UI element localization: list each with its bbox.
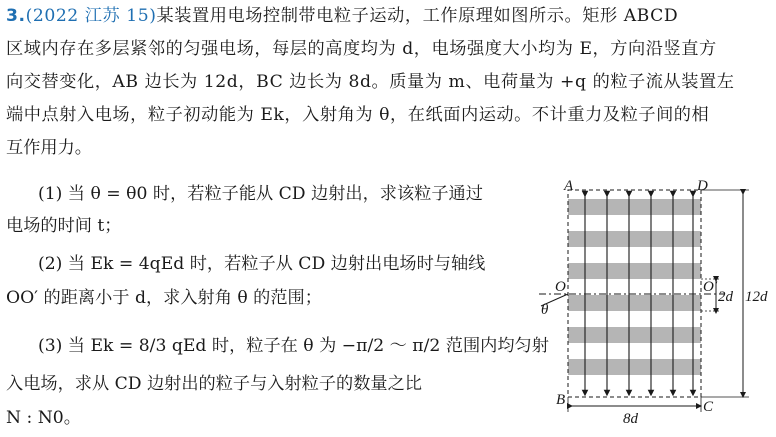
question-3-line-1: (3) 当 Ek = 8/3 qEd 时，粒子在 θ 为 −π/2 ～ π/2 范围内均匀射 <box>38 336 549 356</box>
question-1-line-2: 电场的时间 t； <box>6 216 122 236</box>
problem-number: 3. <box>6 6 26 26</box>
problem-source: (2022 江苏 15) <box>25 6 157 26</box>
field-layer-shaded <box>568 231 701 247</box>
stem-text-1: 某装置用电场控制带电粒子运动，工作原理如图所示。矩形 ABCD <box>156 6 679 26</box>
axis-label-o: O <box>555 279 566 295</box>
question-3-line-3: N : N0。 <box>6 408 81 428</box>
field-layer-shaded <box>568 295 701 311</box>
field-diagram <box>535 178 771 430</box>
stem-line-5: 互作用力。 <box>6 138 92 158</box>
corner-label-a: A <box>564 178 574 194</box>
stem-line-1 <box>6 4 678 28</box>
stem-line-4: 端中点射入电场，粒子初动能为 Ek，入射角为 θ，在纸面内运动。不计重力及粒子间的相 <box>6 105 710 125</box>
axis-label-o-prime: O′ <box>703 279 718 295</box>
field-layer-shaded <box>568 359 701 375</box>
dimension-label-2d: 2d <box>718 289 733 305</box>
stem-line-2: 区域内存在多层紧邻的匀强电场，每层的高度均为 d，电场强度大小均为 E，方向沿竖直方 <box>6 39 717 59</box>
question-1-line-1: (1) 当 θ = θ0 时，若粒子能从 CD 边射出，求该粒子通过 <box>38 184 483 204</box>
angle-label-theta: θ <box>541 302 549 318</box>
question-3-line-2: 入电场，求从 CD 边射出的粒子与入射粒子的数量之比 <box>6 374 422 394</box>
dimension-label-12d: 12d <box>745 289 768 305</box>
corner-label-c: C <box>703 399 714 415</box>
corner-label-d: D <box>697 178 708 194</box>
question-2-line-2: OO′ 的距离小于 d，求入射角 θ 的范围； <box>6 288 322 308</box>
dimension-label-8d: 8d <box>623 411 638 427</box>
field-layer-shaded <box>568 263 701 279</box>
field-diagram-svg <box>535 178 771 430</box>
field-layer-shaded <box>568 199 701 215</box>
stem-line-3: 向交替变化，AB 边长为 12d，BC 边长为 8d。质量为 m、电荷量为 +q 的粒子流从装置左 <box>6 72 735 92</box>
question-2-line-1: (2) 当 Ek = 4qEd 时，若粒子从 CD 边射出电场时与轴线 <box>38 254 486 274</box>
field-layer-shaded <box>568 327 701 343</box>
corner-label-b: B <box>556 392 566 408</box>
